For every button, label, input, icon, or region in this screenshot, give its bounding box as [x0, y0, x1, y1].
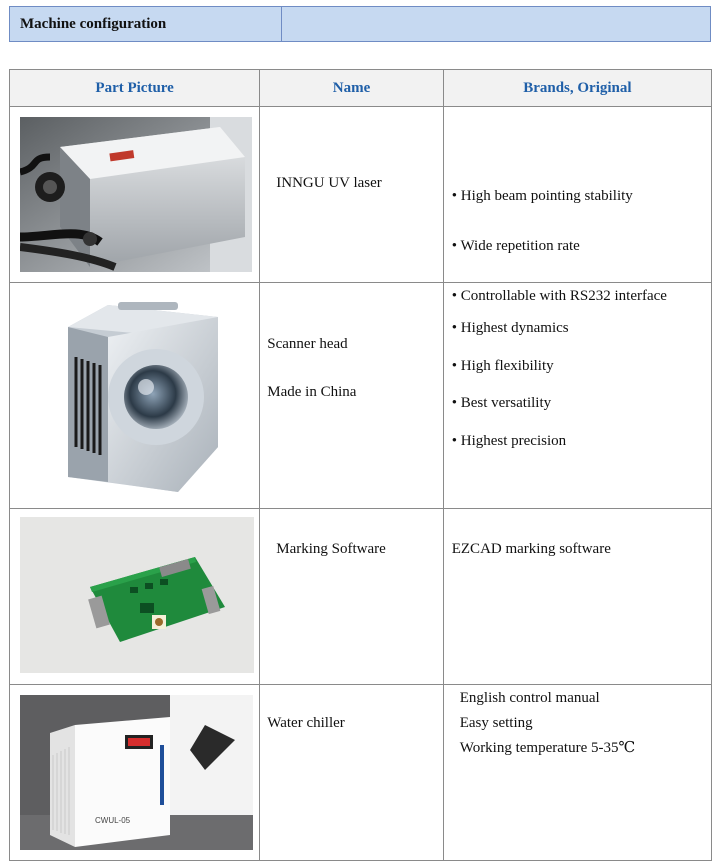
- uv-laser-photo: [20, 117, 252, 272]
- part-name: Water chiller: [267, 715, 345, 731]
- feature-item: • Highest dynamics: [451, 320, 569, 336]
- part-brand-cell: [443, 107, 711, 304]
- machine-configuration-table: [9, 69, 712, 861]
- part-name-cell: [260, 509, 443, 685]
- feature-item: • High flexibility: [451, 358, 554, 374]
- table-row: [10, 107, 712, 283]
- part-name: Scanner head: [267, 336, 348, 352]
- water-chiller-photo: [20, 695, 253, 850]
- part-name-cell: [260, 107, 443, 283]
- part-name-cell: [260, 283, 443, 509]
- feature-item: • High beam pointing stability: [451, 188, 633, 204]
- feature-item: English control manual: [459, 690, 600, 706]
- part-picture-cell: [10, 509, 260, 685]
- part-picture-cell: [10, 283, 260, 509]
- control-board-photo: [20, 517, 254, 673]
- section-header-cell: [10, 7, 282, 41]
- table-header-row: [10, 70, 712, 107]
- part-origin: Made in China: [267, 384, 357, 400]
- scanner-head-photo: [48, 297, 228, 497]
- feature-item: • Highest precision: [451, 433, 567, 449]
- part-brand-cell: [443, 509, 711, 685]
- column-header-brands: Brands, Original: [443, 70, 711, 107]
- feature-item: Working temperature 5-35℃: [459, 740, 636, 756]
- chiller-model-label: CWUL-05: [95, 816, 131, 825]
- table-row: [10, 283, 712, 509]
- feature-item: • Wide repetition rate: [451, 238, 580, 254]
- part-picture-cell: [10, 107, 260, 283]
- table-row: [10, 509, 712, 685]
- feature-item: Easy setting: [459, 715, 533, 731]
- section-title: Machine configuration: [20, 16, 167, 32]
- software-name: EZCAD marking software: [451, 541, 611, 557]
- part-name-cell: [260, 685, 443, 861]
- section-header-bar: [9, 6, 711, 42]
- feature-item: • Best versatility: [451, 395, 552, 411]
- column-header-name: Name: [260, 70, 443, 107]
- feature-item: • Controllable with RS232 interface: [451, 288, 667, 304]
- column-header-part-picture: Part Picture: [10, 70, 260, 107]
- table-row: [10, 685, 712, 861]
- part-brand-cell: [443, 685, 711, 861]
- part-brand-cell: [443, 283, 711, 509]
- part-name: Marking Software: [276, 541, 386, 557]
- part-name: INNGU UV laser: [276, 175, 382, 191]
- part-picture-cell: [10, 685, 260, 861]
